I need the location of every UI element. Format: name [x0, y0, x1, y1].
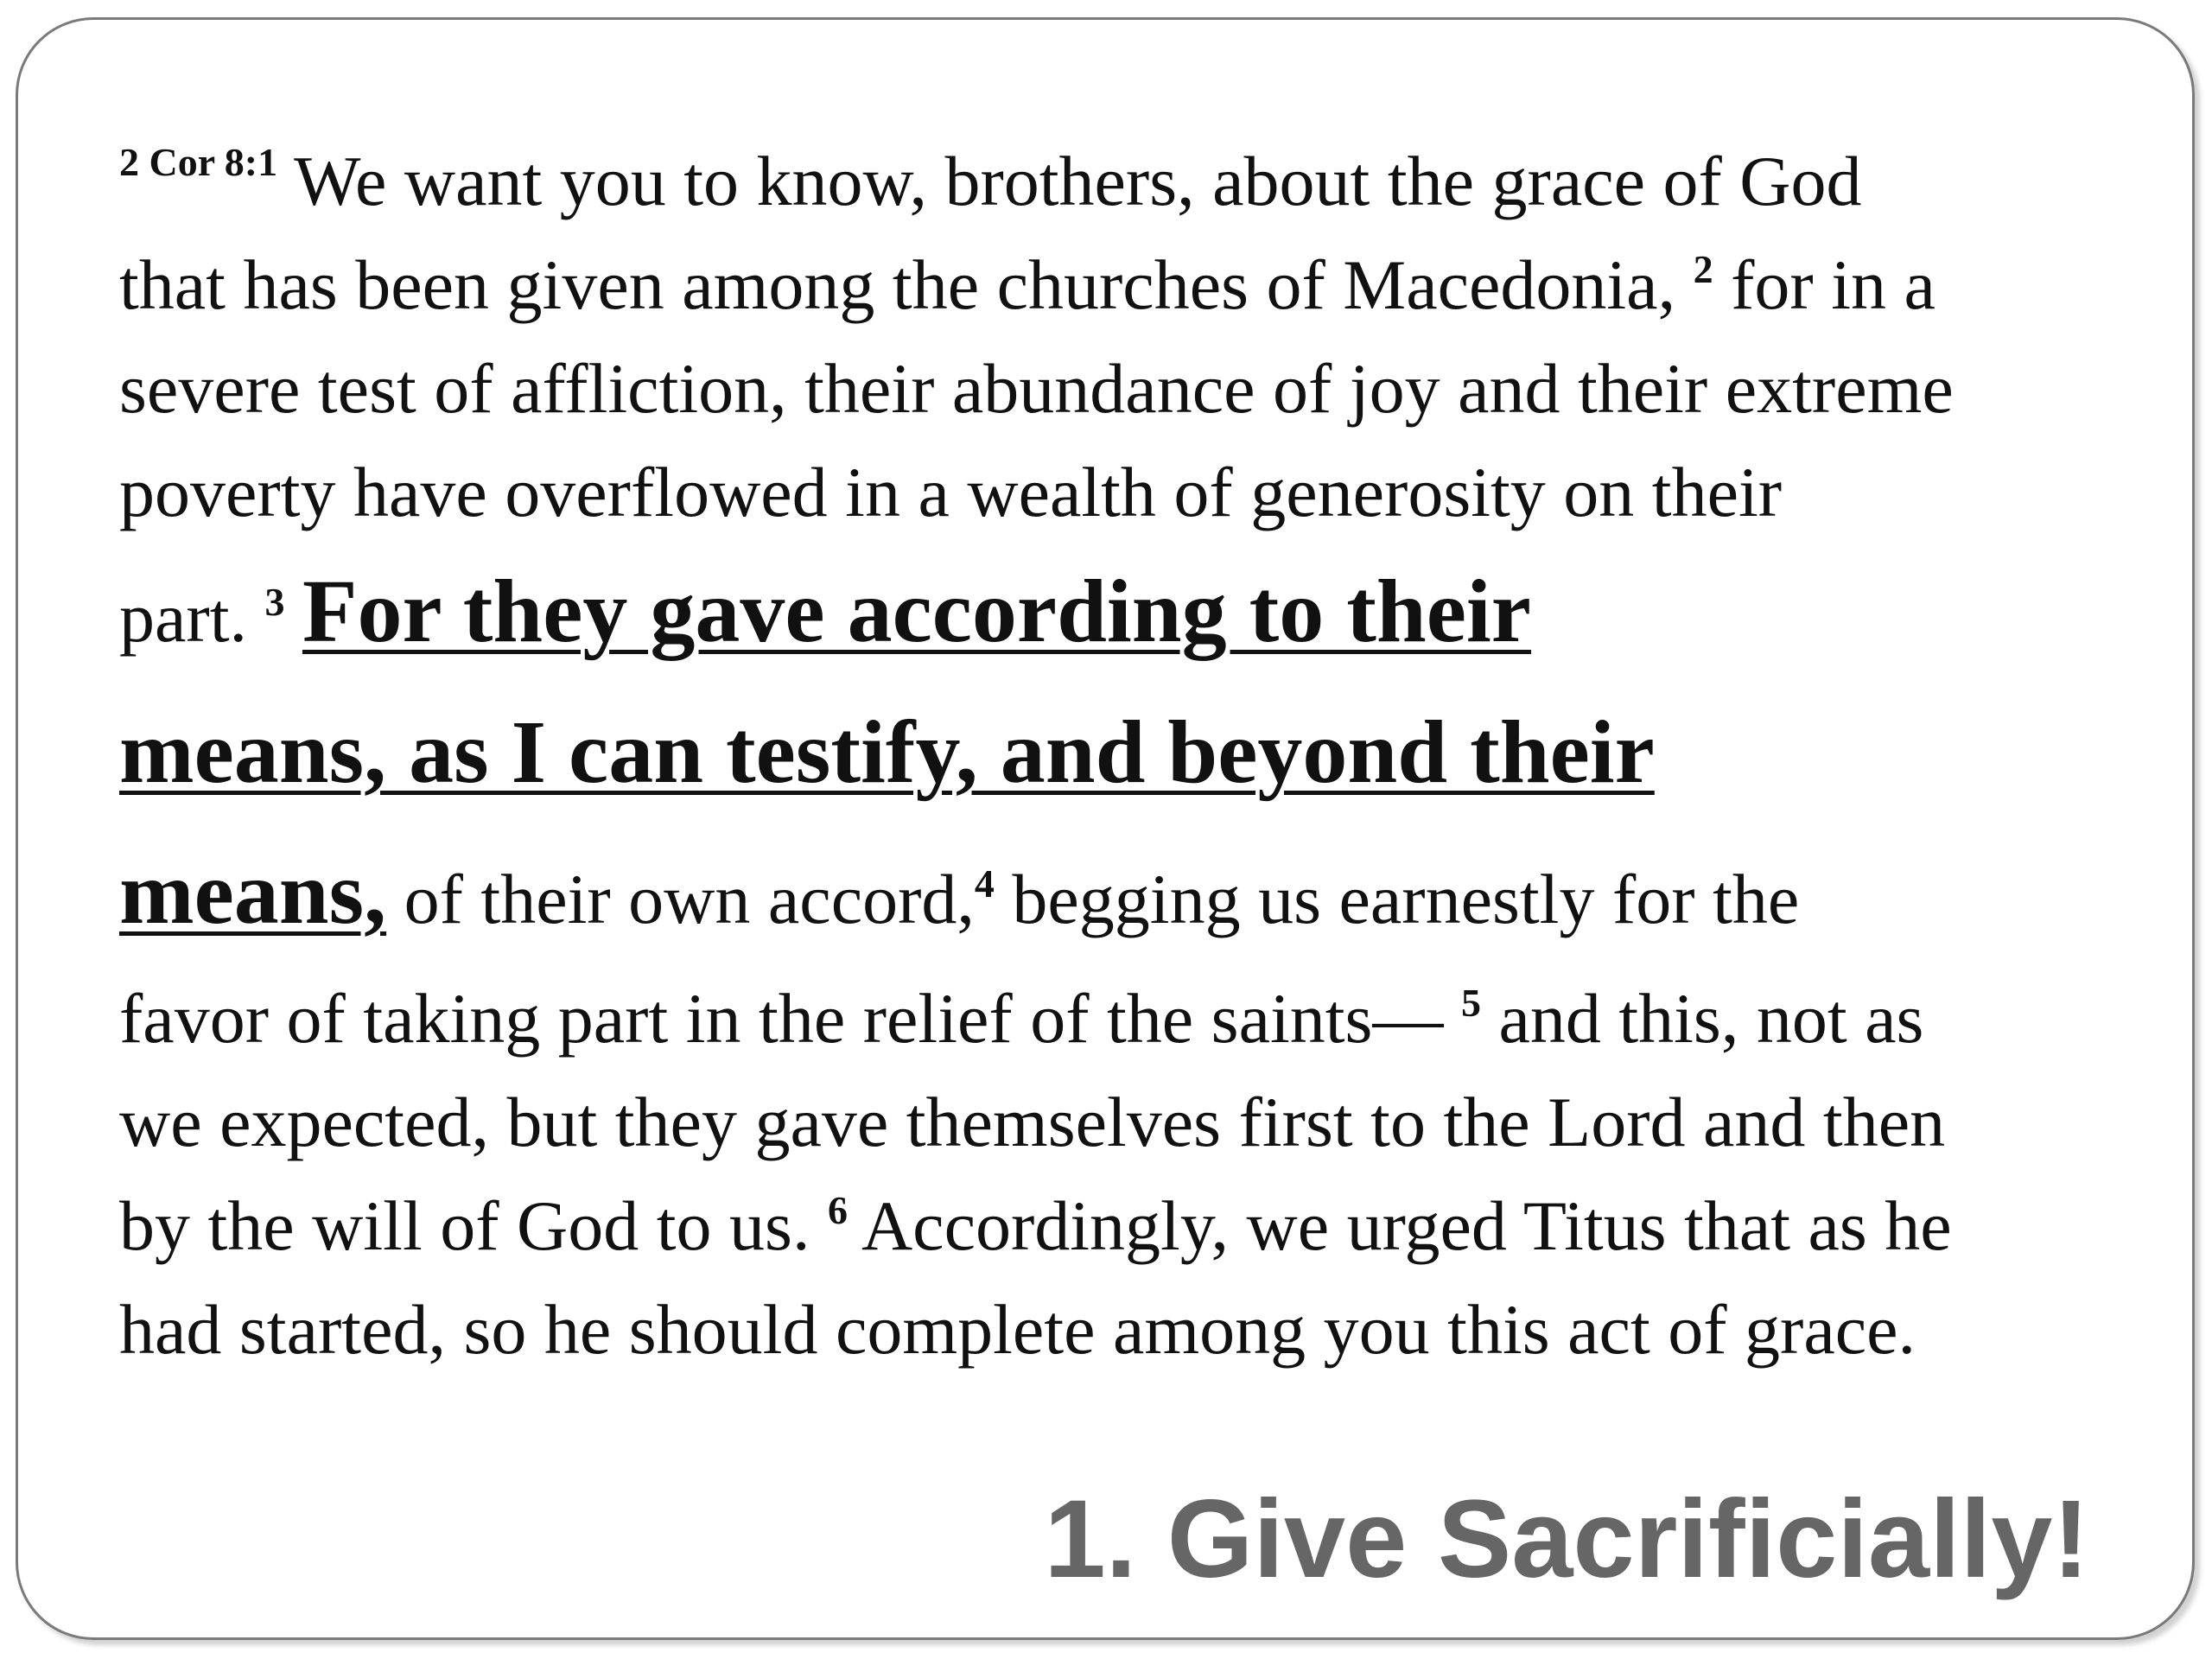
passage-text: poverty have overflowed in a wealth of generosity on their — [119, 453, 1783, 531]
passage-text: by the will of God to us. — [119, 1186, 810, 1265]
passage-text: and this, not as — [1498, 979, 1924, 1058]
verse-number: 3 — [264, 580, 285, 624]
passage-text: favor of taking part in the relief of the saints— — [119, 979, 1444, 1058]
passage-text: we expected, but they gave themselves first to the Lord and then — [119, 1083, 1946, 1161]
passage-text: for in a — [1731, 245, 1936, 324]
passage-line — [119, 1174, 2141, 1278]
emphasized-text: means, as I can testify, and beyond their — [119, 702, 1655, 802]
passage-line — [119, 1278, 2141, 1382]
passage-text: severe test of affliction, their abundance of joy and their extreme — [119, 349, 1954, 428]
passage-text: We want you to know, brothers, about the grace of God — [294, 142, 1862, 220]
passage-text: part. — [119, 578, 247, 657]
passage-line — [119, 233, 2141, 337]
scripture-reference: 2 Cor 8:1 — [119, 140, 278, 184]
passage-text: that has been given among the churches of Macedonia, — [119, 245, 1676, 324]
passage-text: Accordingly, we urged Titus that as he — [861, 1186, 1952, 1265]
verse-number: 4 — [974, 861, 995, 906]
passage-line — [119, 685, 2141, 826]
verse-number: 6 — [827, 1188, 848, 1232]
passage-line — [119, 826, 2141, 967]
passage-line — [119, 544, 2141, 685]
passage-text: of their own accord, — [404, 860, 975, 938]
passage-text: begging us earnestly for the — [1012, 860, 1800, 938]
passage-line — [119, 967, 2141, 1071]
passage-text: had started, so he should complete among you this act of grace. — [119, 1290, 1916, 1369]
passage-line — [119, 337, 2141, 441]
scripture-passage — [119, 130, 2141, 1382]
emphasized-text: means, — [119, 843, 387, 943]
verse-number: 5 — [1460, 981, 1481, 1025]
passage-line — [119, 441, 2141, 544]
verse-number: 2 — [1693, 247, 1713, 291]
passage-line — [119, 1071, 2141, 1174]
slide-title: 1. Give Sacrificially! — [1044, 1478, 2089, 1601]
passage-line — [119, 130, 2141, 233]
emphasized-text: For they gave according to their — [302, 562, 1531, 661]
